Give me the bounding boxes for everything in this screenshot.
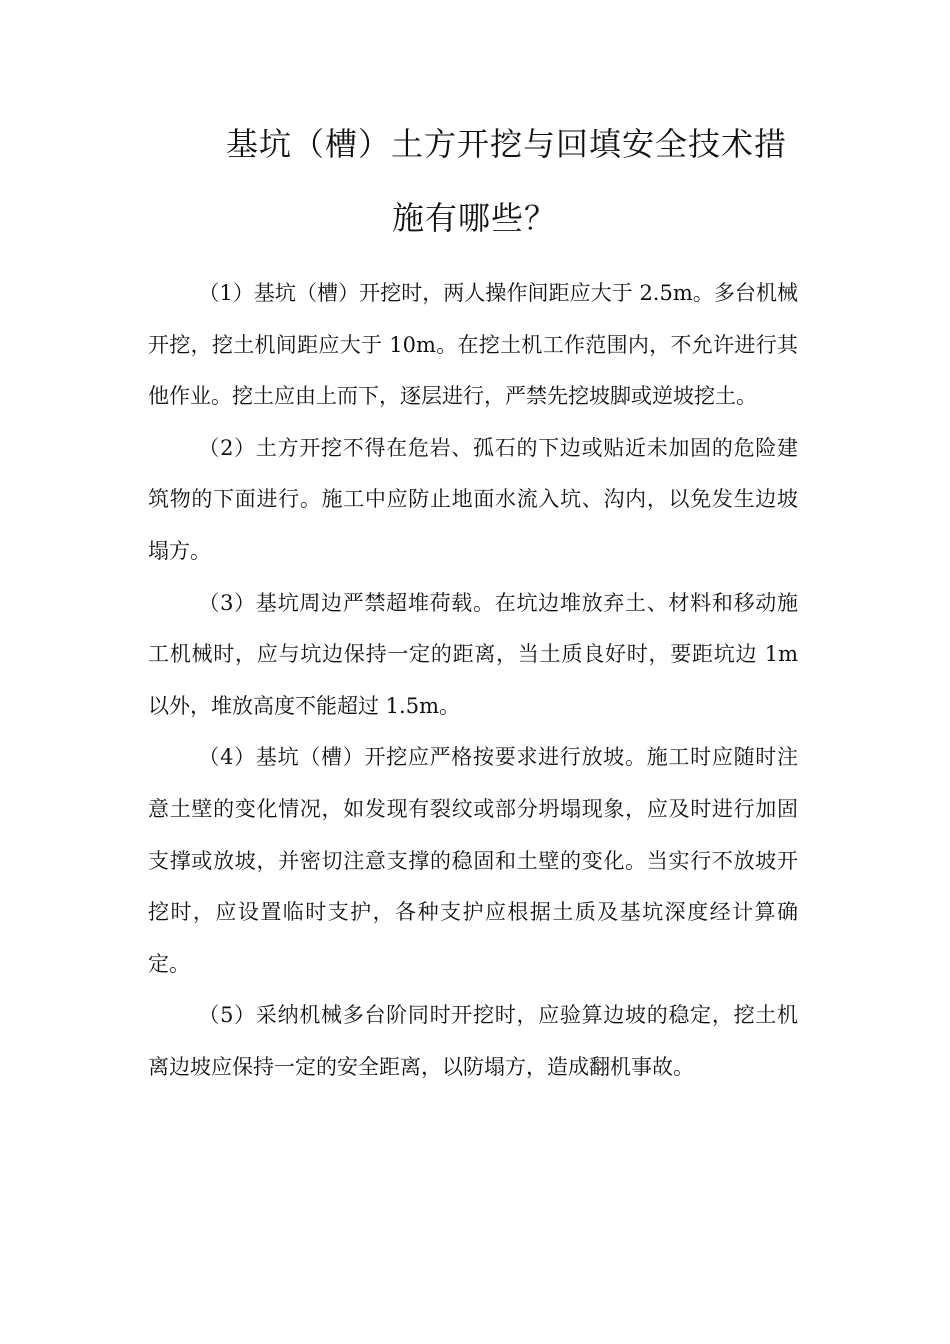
document-title-line-2: 施有哪些？ bbox=[392, 199, 558, 237]
document-body bbox=[148, 268, 798, 1094]
paragraph-1: （1）基坑（槽）开挖时，两人操作间距应大于 2.5m。多台机械开挖，挖土机间距应大于 10m。在挖土机工作范围内，不允许进行其他作业。挖土应由上而下，逐层进行，严禁先挖坡脚或逆坡挖土。 bbox=[148, 281, 798, 409]
paragraph-3: （3）基坑周边严禁超堆荷载。在坑边堆放弃土、材料和移动施工机械时，应与坑边保持一定的距离，当土质良好时，要距坑边 1m 以外，堆放高度不能超过 1.5m。 bbox=[148, 590, 798, 718]
paragraph-2: （2）土方开挖不得在危岩、孤石的下边或贴近未加固的危险建筑物的下面进行。施工中应防止地面水流入坑、沟内，以免发生边坡塌方。 bbox=[148, 435, 798, 563]
document-title-line-1: 基坑（槽）土方开挖与回填安全技术措 bbox=[226, 125, 788, 163]
paragraph-5: （5）采纳机械多台阶同时开挖时，应验算边坡的稳定，挖土机离边坡应保持一定的安全距离，以防塌方，造成翻机事故。 bbox=[148, 1003, 798, 1079]
paragraph-4: （4）基坑（槽）开挖应严格按要求进行放坡。施工时应随时注意土壁的变化情况，如发现有裂纹或部分坍塌现象，应及时进行加固支撑或放坡，并密切注意支撑的稳固和土壁的变化。当实行不放坡开挖时，应设置临时支护，各种支护应根据土质及基坑深度经计算确定。 bbox=[148, 745, 798, 976]
